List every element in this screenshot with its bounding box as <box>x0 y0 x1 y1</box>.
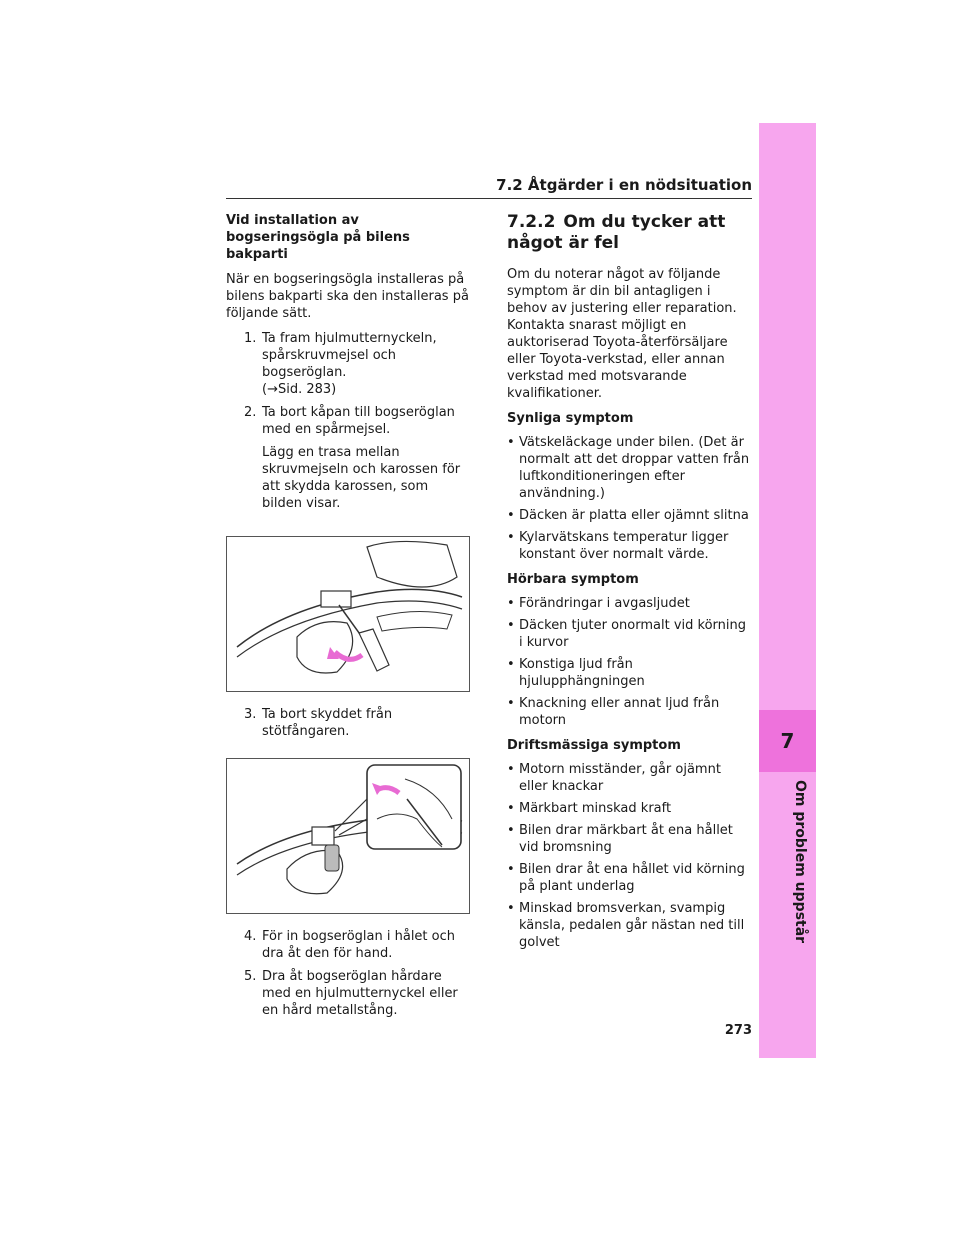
step-number: 4. <box>244 929 257 944</box>
step-text: Ta fram hjulmutternyckeln, spårskruvmejsel och bogseröglan. <box>262 331 437 380</box>
subheading: Vid installation av bogseringsögla på bilens bakparti <box>226 213 410 262</box>
figure-remove-cover <box>226 536 470 692</box>
section-title <box>507 212 752 254</box>
figure-remove-bumper-cover <box>226 758 470 914</box>
intro-text: När en bogseringsögla installeras på bilens bakparti ska den installeras på följande sätt. <box>226 272 469 321</box>
list-item: • Bilen drar åt ena hållet vid körning på plant underlag <box>507 861 752 895</box>
list-item: • Motorn misständer, går ojämnt eller knackar <box>507 761 752 795</box>
step-number: 1. <box>244 331 257 346</box>
list-item: • Förändringar i avgasljudet <box>507 595 752 612</box>
step-number: 5. <box>244 969 257 984</box>
page-number: 273 <box>724 1023 752 1038</box>
list-item: • Däcken tjuter onormalt vid körning i kurvor <box>507 617 752 651</box>
list-item: • Märkbart minskad kraft <box>507 800 752 817</box>
chapter-title: Om problem uppstår <box>792 780 808 944</box>
illustration-screwdriver-cover <box>227 537 469 691</box>
section-intro: Om du noterar något av följande symptom är din bil antagligen i behov av justering eller reparation. Kontakta snarast möjligt en auktoriserad Toyota-återförsäljare eller Toyota-verkstad, eller annan verkstad med motsvarande kvalifikationer. <box>507 267 737 401</box>
step-number: 2. <box>244 405 257 420</box>
step-text: Ta bort kåpan till bogseröglan med en spårmejsel. <box>262 405 455 437</box>
section-title-text: Om du tycker att något är fel <box>507 212 726 253</box>
list-item: • Minskad bromsverkan, svampig känsla, pedalen går nästan ned till golvet <box>507 900 752 951</box>
page-reference: (→Sid. 283) <box>262 382 337 397</box>
group-heading-visible: Synliga symptom <box>507 411 634 426</box>
group-heading-operational: Driftsmässiga symptom <box>507 738 681 753</box>
visible-symptoms-list <box>507 434 752 563</box>
chapter-number: 7 <box>780 729 795 753</box>
list-item: • Bilen drar märkbart åt ena hållet vid bromsning <box>507 822 752 856</box>
step-5 <box>226 968 472 1019</box>
list-item: • Vätskeläckage under bilen. (Det är normalt att det droppar vatten från luftkonditioneringen efter användning.) <box>507 434 752 502</box>
illustration-bumper-cover <box>227 759 469 913</box>
step-4 <box>226 928 472 962</box>
step-note: Lägg en trasa mellan skruvmejseln och karossen för att skydda karossen, som bilden visar. <box>262 445 461 511</box>
section-number: 7.2.2 <box>507 212 556 232</box>
right-column <box>507 212 752 956</box>
running-header <box>226 176 752 199</box>
step-text: Dra åt bogseröglan hårdare med en hjulmutternyckel eller en hård metallstång. <box>262 969 458 1018</box>
header-title: 7.2 Åtgärder i en nödsituation <box>496 176 752 194</box>
list-item: • Däcken är platta eller ojämnt slitna <box>507 507 752 524</box>
left-column <box>226 212 472 1025</box>
audible-symptoms-list <box>507 595 752 729</box>
list-item: • Knackning eller annat ljud från motorn <box>507 695 752 729</box>
step-1 <box>226 330 472 398</box>
step-text: För in bogseröglan i hålet och dra åt den för hand. <box>262 929 456 961</box>
list-item: • Kylarvätskans temperatur ligger konstant över normalt värde. <box>507 529 752 563</box>
chapter-number-box <box>759 710 816 772</box>
operational-symptoms-list <box>507 761 752 951</box>
group-heading-audible: Hörbara symptom <box>507 572 639 587</box>
step-number: 3. <box>244 707 257 722</box>
step-text: Ta bort skyddet från stötfångaren. <box>262 707 393 739</box>
step-2 <box>226 404 472 518</box>
step-3 <box>226 706 472 740</box>
list-item: • Konstiga ljud från hjulupphängningen <box>507 656 752 690</box>
